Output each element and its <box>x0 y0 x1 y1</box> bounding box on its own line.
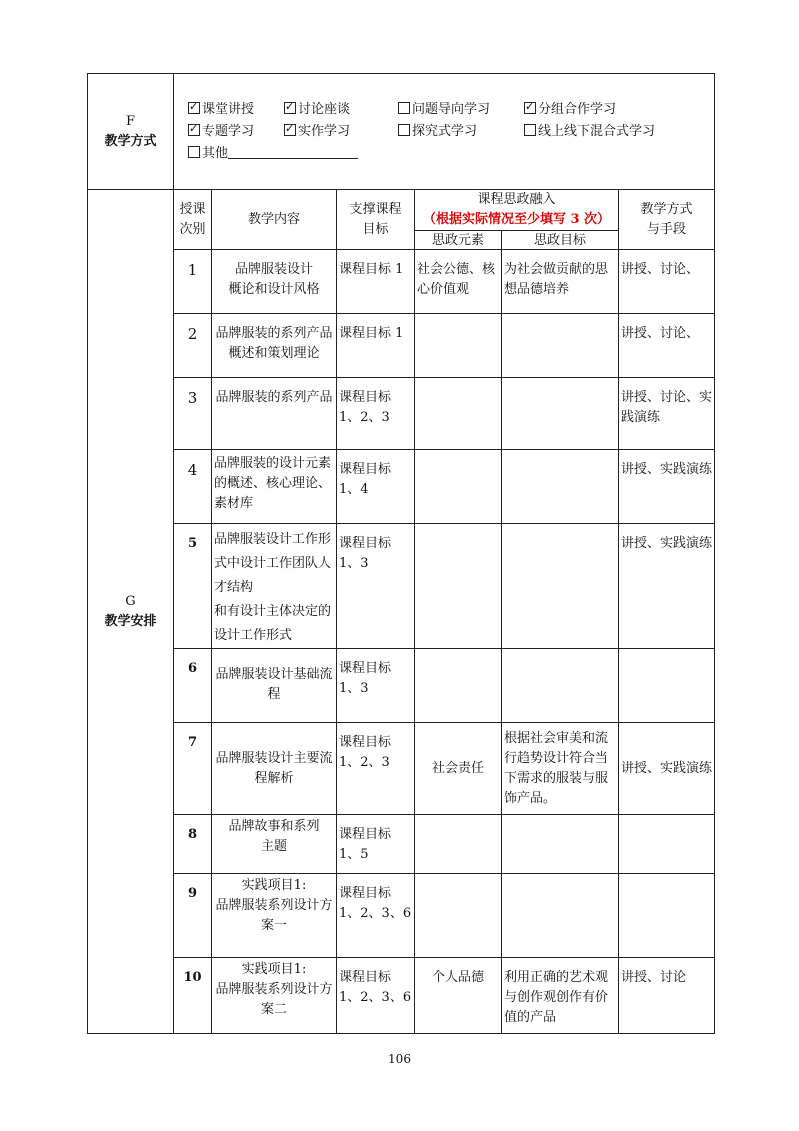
methods-row-3 <box>188 143 714 165</box>
row-method: 讲授、讨论、 <box>619 250 715 314</box>
row-content: 品牌服装设计 概论和设计风格 <box>212 250 337 314</box>
row-element <box>415 450 502 524</box>
checkbox-empty-icon[interactable] <box>398 102 410 114</box>
header-session: 授课 次别 <box>174 190 212 250</box>
row-goal: 课程目标 1、2、3、6 <box>337 874 415 958</box>
row-goal: 课程目标 1 <box>337 250 415 314</box>
row-element <box>415 378 502 450</box>
section-f-label <box>88 74 174 190</box>
course-table <box>87 73 715 1034</box>
table-row <box>88 314 715 378</box>
row-goal: 课程目标 1、5 <box>337 815 415 874</box>
checkbox-checked-icon[interactable] <box>188 124 200 136</box>
table-row <box>88 723 715 815</box>
row-goal: 课程目标 1 <box>337 314 415 378</box>
method-item[interactable]: ✓ 讨论座谈 <box>284 100 398 120</box>
row-content: 品牌服装设计工作形式中设计工作团队人才结构 和有设计主体决定的设计工作形式 <box>212 524 337 649</box>
row-target: 根据社会审美和流行趋势设计符合当下需求的服装与服饰产品。 <box>502 723 619 815</box>
row-method: 讲授、讨论、 <box>619 314 715 378</box>
row-method <box>619 815 715 874</box>
row-target <box>502 874 619 958</box>
table-row <box>88 649 715 723</box>
teaching-methods <box>174 74 715 190</box>
row-goal: 课程目标 1、3 <box>337 649 415 723</box>
row-content: 品牌服装的系列产品 <box>212 378 337 450</box>
header-ideology: 课程思政融入 （根据实际情况至少填写 3 次） <box>415 190 619 231</box>
checkbox-empty-icon[interactable] <box>524 124 536 136</box>
row-content: 品牌服装的设计元素的概述、核心理论、素材库 <box>212 450 337 524</box>
row-method: 讲授、实践演练 <box>619 524 715 649</box>
row-content: 品牌故事和系列 主题 <box>212 815 337 874</box>
header-element: 思政元素 <box>415 231 502 250</box>
table-row <box>88 250 715 314</box>
row-target <box>502 649 619 723</box>
row-target: 利用正确的艺术观与创作观创作有价值的产品 <box>502 958 619 1034</box>
row-element: 社会责任 <box>415 723 502 815</box>
row-element: 社会公德、核心价值观 <box>415 250 502 314</box>
section-g-code: G <box>125 593 136 609</box>
method-item-other[interactable]: 其他 <box>188 144 358 164</box>
methods-row-2 <box>188 121 714 143</box>
table-row <box>88 958 715 1034</box>
row-target <box>502 524 619 649</box>
method-item[interactable]: 线上线下混合式学习 <box>524 122 655 142</box>
row-target: 为社会做贡献的思想品德培养 <box>502 250 619 314</box>
row-target <box>502 815 619 874</box>
row-method: 讲授、讨论、实践演练 <box>619 378 715 450</box>
row-method: 讲授、实践演练 <box>619 723 715 815</box>
header-target: 思政目标 <box>502 231 619 250</box>
row-content: 品牌服装设计主要流程解析 <box>212 723 337 815</box>
header-goal: 支撑课程 目标 <box>337 190 415 250</box>
row-number: 2 <box>174 314 212 378</box>
section-f-title: 教学方式 <box>104 133 157 149</box>
row-element <box>415 649 502 723</box>
row-element: 个人品德 <box>415 958 502 1034</box>
row-goal: 课程目标 1、2、3 <box>337 378 415 450</box>
table-row <box>88 524 715 649</box>
table-row <box>88 378 715 450</box>
row-number: 9 <box>174 874 212 958</box>
row-content: 实践项目1: 品牌服装系列设计方案二 <box>212 958 337 1034</box>
row-content: 品牌服装的系列产品概述和策划理论 <box>212 314 337 378</box>
row-content: 品牌服装设计基础流程 <box>212 649 337 723</box>
row-number: 5 <box>174 524 212 649</box>
header-method: 教学方式 与手段 <box>619 190 715 250</box>
row-goal: 课程目标 1、2、3、6 <box>337 958 415 1034</box>
method-item[interactable]: 探究式学习 <box>398 122 524 142</box>
checkbox-checked-icon[interactable] <box>284 124 296 136</box>
checkbox-checked-icon[interactable] <box>284 102 296 114</box>
method-item[interactable]: ✓ 实作学习 <box>284 122 398 142</box>
row-goal: 课程目标 1、3 <box>337 524 415 649</box>
row-element <box>415 524 502 649</box>
methods-row-1 <box>188 99 714 121</box>
other-blank-line[interactable] <box>228 144 358 159</box>
row-target <box>502 450 619 524</box>
checkbox-empty-icon[interactable] <box>398 124 410 136</box>
row-target <box>502 378 619 450</box>
table-row <box>88 874 715 958</box>
page-number: 106 <box>388 1052 411 1066</box>
section-g-title: 教学安排 <box>104 613 157 629</box>
row-element <box>415 314 502 378</box>
row-goal: 课程目标 1、4 <box>337 450 415 524</box>
row-element <box>415 815 502 874</box>
table-row <box>88 815 715 874</box>
ideology-note: （根据实际情况至少填写 3 次） <box>422 212 611 227</box>
header-content: 教学内容 <box>212 190 337 250</box>
row-method <box>619 649 715 723</box>
method-item[interactable]: ✓课堂讲授 <box>188 100 284 120</box>
row-number: 10 <box>174 958 212 1034</box>
row-element <box>415 874 502 958</box>
checkbox-checked-icon[interactable] <box>188 102 200 114</box>
row-target <box>502 314 619 378</box>
row-method: 讲授、实践演练 <box>619 450 715 524</box>
row-content: 实践项目1: 品牌服装系列设计方案一 <box>212 874 337 958</box>
row-number: 8 <box>174 815 212 874</box>
row-method: 讲授、讨论 <box>619 958 715 1034</box>
section-f-code: F <box>125 113 136 129</box>
method-item[interactable]: ✓专题学习 <box>188 122 284 142</box>
row-number: 6 <box>174 649 212 723</box>
row-goal: 课程目标 1、2、3 <box>337 723 415 815</box>
row-number: 3 <box>174 378 212 450</box>
row-number: 7 <box>174 723 212 815</box>
method-item[interactable]: 问题导向学习 <box>398 100 524 120</box>
row-number: 4 <box>174 450 212 524</box>
section-g-label <box>88 190 174 1034</box>
method-item[interactable]: ✓ 分组合作学习 <box>524 100 616 120</box>
checkbox-empty-icon[interactable] <box>188 146 200 158</box>
row-method <box>619 874 715 958</box>
row-number: 1 <box>174 250 212 314</box>
table-row <box>88 450 715 524</box>
checkbox-checked-icon[interactable] <box>524 102 536 114</box>
